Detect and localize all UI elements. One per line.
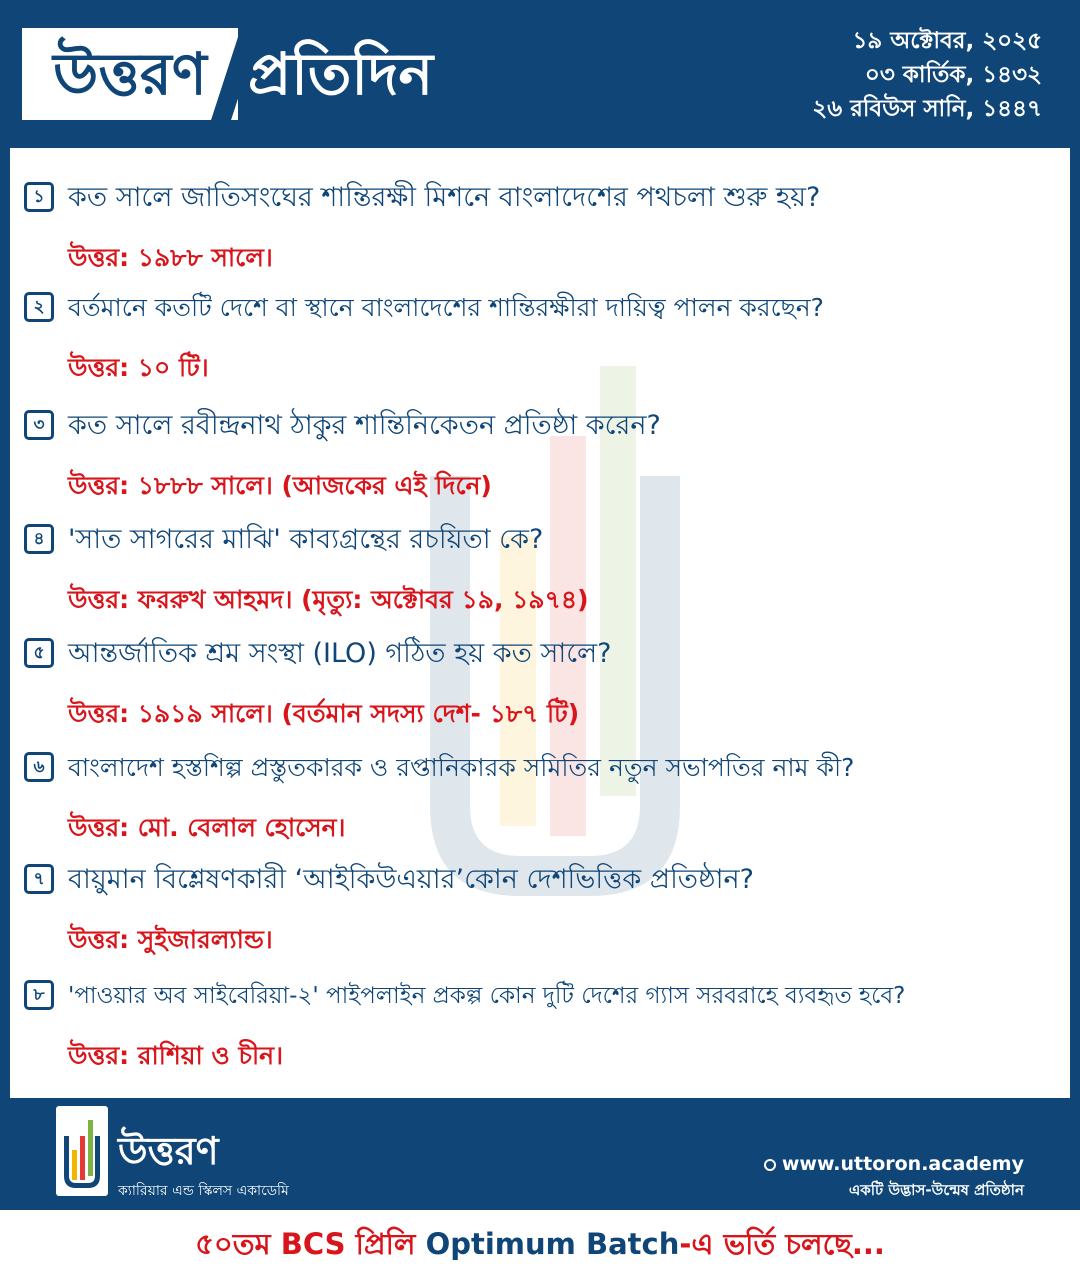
- question-number-badge: ৩: [24, 410, 54, 440]
- slogan-text: একটি উদ্ভাস-উন্মেষ প্রতিষ্ঠান: [848, 1181, 1024, 1199]
- question-text: বাংলাদেশ হস্তশিল্প প্রস্তুতকারক ও রপ্তানিকারক সমিতির নতুন সভাপতির নাম কী?: [68, 753, 855, 782]
- qa-panel: [10, 148, 1070, 1098]
- brand-title-right: প্রতিদিন: [248, 40, 434, 108]
- question-number-badge: ৫: [24, 638, 54, 668]
- date-hijri: ২৬ রবিউস সানি, ১৪৪৭: [812, 96, 1042, 122]
- footer: [0, 1098, 1080, 1210]
- answer-text: উত্তর: সুইজারল্যান্ড।: [68, 925, 273, 954]
- answer-text: উত্তর: মো. বেলাল হোসেন।: [68, 813, 346, 842]
- brand-title-left: উত্তরণ: [22, 28, 238, 120]
- question-number-badge: ৭: [24, 864, 54, 894]
- question-text: 'পাওয়ার অব সাইবেরিয়া-২' পাইপলাইন প্রকল্প কোন দুটি দেশের গ্যাস সরবরাহে ব্যবহৃত হবে?: [68, 983, 906, 1009]
- banner-part-3: -এ ভর্তি চলছে...: [679, 1227, 885, 1261]
- academy-logo-icon: [56, 1106, 108, 1196]
- question-text: বর্তমানে কতটি দেশে বা স্থানে বাংলাদেশের শান্তিরক্ষীরা দায়িত্ব পালন করছেন?: [68, 293, 824, 322]
- academy-logo: [56, 1106, 108, 1196]
- date-block: [812, 24, 1042, 126]
- answer-text: উত্তর: ১৮৮৮ সালে। (আজকের এই দিনে): [68, 471, 492, 500]
- academy-tagline: ক্যারিয়ার এন্ড স্কিলস একাডেমি: [118, 1183, 289, 1199]
- website-text: www.uttoron.academy: [781, 1153, 1024, 1175]
- answer-text: উত্তর: ফররুখ আহমদ। (মৃত্যু: অক্টোবর ১৯, ১৯৭৪): [68, 585, 589, 614]
- question-text: আন্তর্জাতিক শ্রম সংস্থা (ILO) গঠিত হয় কত সালে?: [68, 638, 612, 669]
- admission-banner: [0, 1210, 1080, 1278]
- question-text: কত সালে রবীন্দ্রনাথ ঠাকুর শান্তিনিকেতন প্রতিষ্ঠা করেন?: [68, 410, 661, 441]
- question-number-badge: ৮: [24, 980, 54, 1010]
- question-number-badge: ৪: [24, 524, 54, 554]
- globe-icon: [764, 1159, 776, 1171]
- banner-part-2: Optimum Batch: [415, 1227, 680, 1261]
- website-link[interactable]: [764, 1152, 1024, 1176]
- question-text: 'সাত সাগরের মাঝি' কাব্যগ্রন্থের রচয়িতা কে?: [68, 524, 544, 555]
- date-bengali: ০৩ কার্তিক, ১৪৩২: [864, 62, 1042, 88]
- answer-text: উত্তর: ১৯৮৮ সালে।: [68, 243, 273, 272]
- question-text: কত সালে জাতিসংঘের শান্তিরক্ষী মিশনে বাংলাদেশের পথচলা শুরু হয়?: [68, 182, 821, 213]
- answer-text: উত্তর: রাশিয়া ও চীন।: [68, 1041, 284, 1070]
- date-gregorian: ১৯ অক্টোবর, ২০২৫: [852, 28, 1042, 54]
- answer-text: উত্তর: ১০ টি।: [68, 353, 209, 382]
- question-text: বায়ুমান বিশ্লেষণকারী ‘আইকিউএয়ার’কোন দেশভিত্তিক প্রতিষ্ঠান?: [68, 864, 754, 895]
- academy-name: উত্তরণ: [118, 1129, 219, 1173]
- header: [0, 0, 1080, 148]
- answer-text: উত্তর: ১৯১৯ সালে। (বর্তমান সদস্য দেশ- ১৮৭ টি): [68, 699, 580, 728]
- banner-part-1: ৫০তম BCS প্রিলি: [195, 1227, 416, 1261]
- question-number-badge: ৬: [24, 752, 54, 782]
- question-number-badge: ১: [24, 182, 54, 212]
- question-number-badge: ২: [24, 292, 54, 322]
